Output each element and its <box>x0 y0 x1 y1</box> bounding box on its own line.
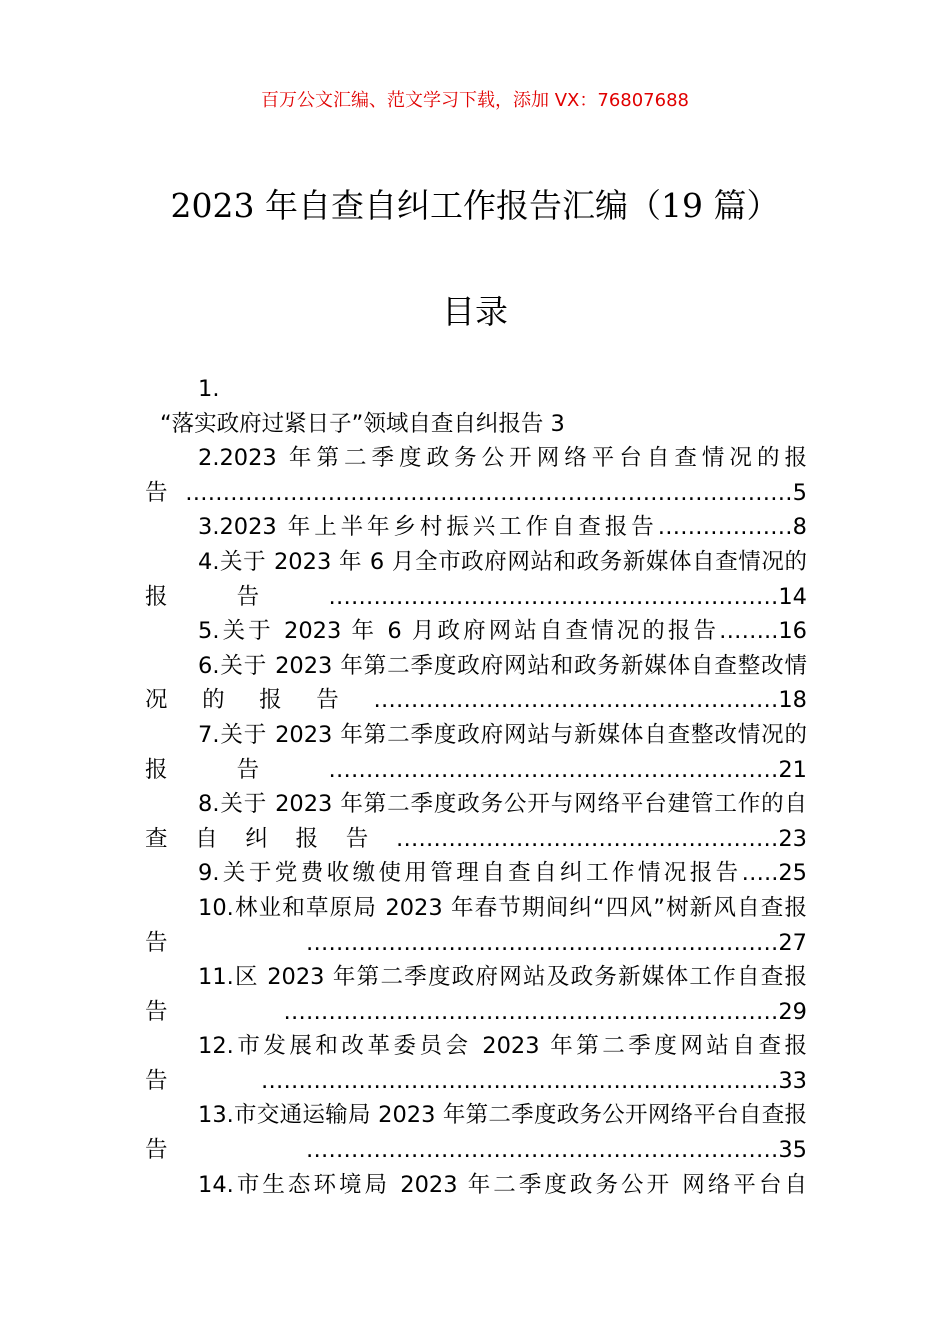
toc-entry[interactable]: 9.关于党费收缴使用管理自查自纠工作情况报告…..25 <box>198 860 807 887</box>
toc-entry[interactable]: 8.关于 2023 年第二季度政务公开与网络平台建管工作的自查自纠报告……………………………………………23 <box>145 791 807 852</box>
toc-heading: 目录 <box>442 292 508 331</box>
toc-entry[interactable]: 12.市发展和改革委员会 2023 年第二季度网站自查报告……………………………………………………………33 <box>145 1033 807 1094</box>
toc-entry[interactable]: 4.关于 2023 年 6 月全市政府网站和政务新媒体自查情况的报告……………………………………………………14 <box>145 548 807 610</box>
toc-entry[interactable]: 11.区 2023 年第二季度政府网站及政务新媒体工作自查报告…………………………………………………………29 <box>145 964 807 1025</box>
toc-entry[interactable]: 5.关于 2023 年 6 月政府网站自查情况的报告……..16 <box>198 618 807 645</box>
toc-entry[interactable]: 10.林业和草原局 2023 年春节期间纠“四风”树新风自查报告………………………………………………………27 <box>145 894 807 956</box>
toc-entry[interactable]: 6.关于 2023 年第二季度政府网站和政务新媒体自查整改情况的报告………………………………………………18 <box>145 652 807 714</box>
toc-entry[interactable]: 13.市交通运输局 2023 年第二季度政务公开网络平台自查报告………………………………………………………35 <box>145 1102 807 1164</box>
toc-entry[interactable] <box>145 372 807 441</box>
toc-entry[interactable]: 14.市生态环境局 2023 年二季度政务公开 网络平台自 <box>198 1171 807 1198</box>
toc-entry[interactable]: 3.2023 年上半年乡村振兴工作自查报告………………8 <box>198 514 807 541</box>
table-of-contents <box>145 372 807 1202</box>
toc-entry[interactable]: 2.2023 年第二季度政务公开网络平台自查情况的报告………………………………………………………………………5 <box>145 445 807 506</box>
watermark-text: 百万公文汇编、范文学习下载，添加 VX：76807688 <box>261 90 689 111</box>
toc-entry[interactable]: 7.关于 2023 年第二季度政府网站与新媒体自查整改情况的报告……………………………………………………21 <box>145 721 807 783</box>
toc-entry-text: “落实政府过紧日子”领域自查自纠报告 3 <box>160 410 565 437</box>
toc-entry-number: 1. <box>198 376 220 402</box>
document-title: 2023 年自查自纠工作报告汇编（19 篇） <box>170 186 780 225</box>
